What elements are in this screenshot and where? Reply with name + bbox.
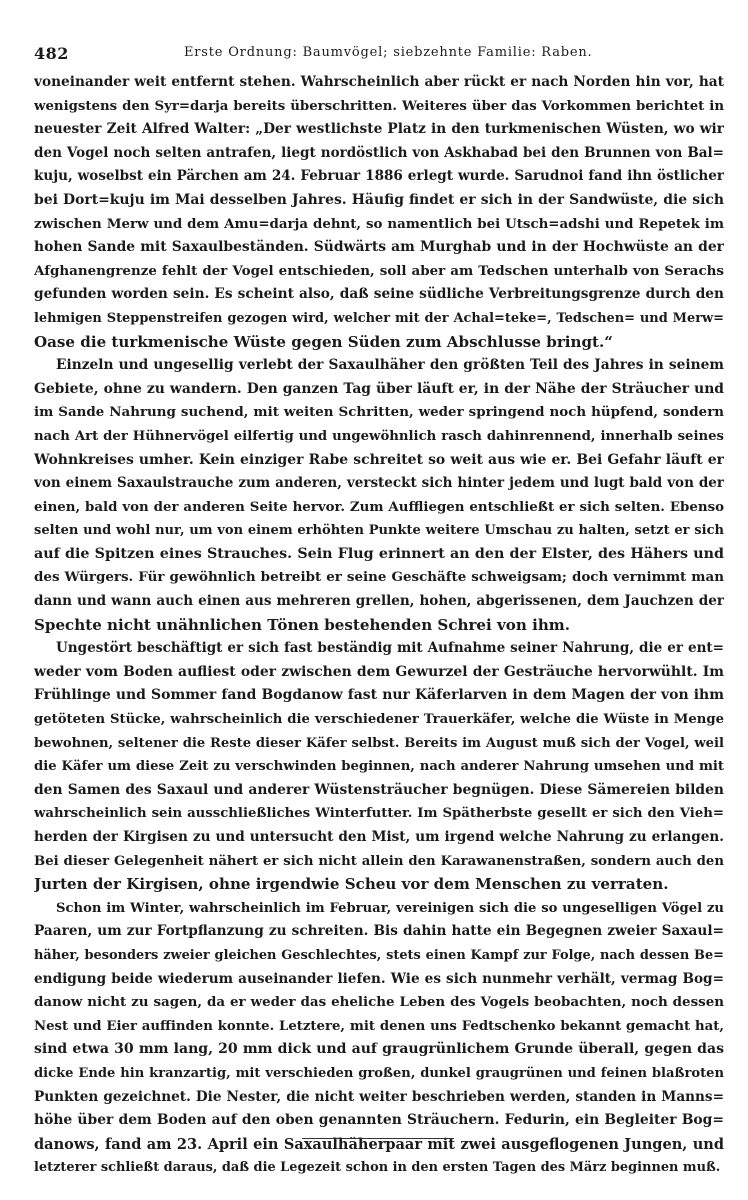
text-line: Wohnkreises umher. Kein einziger Rabe schreitet so weit aus wie er. Bei Gefahr läuft er: [34, 451, 724, 468]
text-line: Einzeln und ungesellig verlebt der Saxaulhäher den größten Teil des Jahres in seinem: [56, 357, 724, 374]
paragraph-1: [34, 71, 724, 354]
text-line: Jurten der Kirgisen, ohne irgendwie Scheu vor dem Menschen zu verraten.: [34, 875, 669, 894]
text-line: zwischen Merw und dem Amu=darja dehnt, so namentlich bei Utsch=adshi und Repetek im: [34, 215, 724, 232]
text-line: gefunden worden sein. Es scheint also, daß seine südliche Verbreitungsgrenze durch den: [34, 286, 724, 303]
running-head: Erste Ordnung: Baumvögel; siebzehnte Familie: Raben.: [184, 45, 593, 60]
text-line: bei Dort=kuju im Mai desselben Jahres. Häufig findet er sich in der Sandwüste, die sich: [34, 191, 724, 208]
text-line: Oase die turkmenische Wüste gegen Süden zum Abschlusse bringt.“: [34, 332, 613, 351]
text-line: von einem Saxaulstrauche zum anderen, versteckt sich hinter jedem und lugt bald von der: [34, 475, 724, 492]
text-line: danow nicht zu sagen, da er weder das eheliche Leben des Vogels beobachten, noch dessen: [34, 994, 724, 1011]
text-line: Frühlinge und Sommer fand Bogdanow fast nur Käferlarven in dem Magen der von ihm: [34, 687, 724, 704]
text-line: Afghanengrenze fehlt der Vogel entschieden, soll aber am Tedschen unterhalb von Serachs: [34, 262, 724, 279]
text-line: dicke Ende hin kranzartig, mit verschieden großen, dunkel graugrünen und feinen blaßroten: [34, 1065, 724, 1081]
text-line: selten und wohl nur, um von einem erhöhten Punkte weitere Umschau zu halten, setzt er sich: [34, 523, 724, 539]
body-text: [34, 71, 724, 1180]
text-line: voneinander weit entfernt stehen. Wahrscheinlich aber rückt er nach Norden hin vor, hat: [34, 74, 724, 90]
text-line: häher, besonders zweier gleichen Geschlechtes, stets einen Kampf zur Folge, nach dessen Be=: [34, 947, 724, 963]
text-line: Nest und Eier auffinden konnte. Letztere, mit denen uns Fedtschenko bekannt gemacht hat,: [34, 1018, 724, 1034]
text-line: wahrscheinlich sein ausschließliches Winterfutter. Im Spätherbste gesellt er sich den Vieh=: [34, 806, 724, 822]
text-line: sind etwa 30 mm lang, 20 mm dick und auf graugrünlichem Grunde überall, gegen das: [34, 1041, 724, 1058]
text-line: einen, bald von der anderen Seite hervor. Zum Auffliegen entschließt er sich selten. Ebenso: [34, 498, 724, 515]
text-line: den Vogel noch selten antrafen, liegt nordöstlich von Askhabad bei den Brunnen von Bal=: [34, 144, 724, 161]
text-line: Ungestört beschäftigt er sich fast beständig mit Aufnahme seiner Nahrung, die er ent=: [56, 640, 724, 657]
text-line: endigung beide wiederum auseinander liefen. Wie es sich nunmehr verhält, vermag Bog=: [34, 970, 724, 987]
text-line: danows, fand am 23. April ein Saxaulhäherpaar mit zwei ausgeflogenen Jungen, und: [34, 1135, 724, 1153]
text-line: kuju, woselbst ein Pärchen am 24. Februar 1886 erlegt wurde. Sarudnoi fand ihn östlicher: [34, 168, 724, 185]
text-line: dann und wann auch einen aus mehreren grellen, hohen, abgerissenen, dem Jauchzen der: [34, 593, 724, 610]
text-line: wenigstens den Syr=darja bereits überschritten. Weiteres über das Vorkommen berichtet in: [34, 98, 724, 114]
text-line: bewohnen, seltener die Reste dieser Käfer selbst. Bereits im August muß sich der Vogel, weil: [34, 735, 724, 751]
text-line: getöteten Stücke, wahrscheinlich die verschiedener Trauerkäfer, welche die Wüste in Menge: [34, 712, 724, 728]
text-line: letzterer schließt daraus, daß die Legezeit schon in den ersten Tagen des März beginnen muß.: [34, 1160, 721, 1176]
text-line: im Sande Nahrung suchend, mit weiten Schritten, weder springend noch hüpfend, sondern: [34, 404, 724, 421]
paragraph-2: [34, 354, 724, 637]
text-line: den Samen des Saxaul und anderer Wüstensträucher begnügen. Diese Sämereien bilden: [34, 781, 724, 798]
page-header: [34, 44, 724, 68]
paragraph-3: [34, 637, 724, 897]
text-line: auf die Spitzen eines Strauches. Sein Flug erinnert an den der Elster, des Hähers und: [34, 545, 724, 562]
text-line: Paaren, um zur Fortpflanzung zu schreiten. Bis dahin hatte ein Begegnen zweier Saxaul=: [34, 923, 724, 940]
text-line: lehmigen Steppenstreifen gezogen wird, welcher mit der Achal=teke=, Tedschen= und Merw=: [34, 310, 724, 326]
text-line: höhe über dem Boden auf den oben genannten Sträuchern. Fedurin, ein Begleiter Bog=: [34, 1112, 724, 1129]
text-line: nach Art der Hühnervögel eilfertig und ungewöhnlich rasch dahinrennend, innerhalb seines: [34, 428, 724, 444]
text-line: weder vom Boden aufliest oder zwischen dem Gewurzel der Gesträuche hervorwühlt. Im: [34, 663, 724, 680]
text-line: die Käfer um diese Zeit zu verschwinden beginnen, nach anderer Nahrung umsehen und mit: [34, 759, 724, 775]
text-line: herden der Kirgisen zu und untersucht den Mist, um irgend welche Nahrung zu erlangen.: [34, 829, 724, 845]
text-line: Punkten gezeichnet. Die Nester, die nicht weiter beschrieben werden, standen in Manns=: [34, 1088, 724, 1105]
page-number: 482: [34, 44, 69, 63]
text-line: Schon im Winter, wahrscheinlich im Februar, vereinigen sich die so ungeselligen Vögel zu: [56, 900, 724, 916]
text-line: Gebiete, ohne zu wandern. Den ganzen Tag über läuft er, in der Nähe der Sträucher und: [34, 380, 724, 397]
text-line: Spechte nicht unähnlichen Tönen bestehenden Schrei von ihm.: [34, 615, 571, 634]
text-line: hohen Sande mit Saxaulbeständen. Südwärts am Murghab und in der Hochwüste an der: [34, 239, 724, 256]
text-line: des Würgers. Für gewöhnlich betreibt er seine Geschäfte schweigsam; doch vernimmt man: [34, 569, 724, 586]
text-line: neuester Zeit Alfred Walter: „Der westlichste Platz in den turkmenischen Wüsten, wo wir: [34, 121, 724, 138]
text-line: Bei dieser Gelegenheit nähert er sich nicht allein den Karawanenstraßen, sondern auch den: [34, 853, 724, 869]
end-rule-divider: [302, 1138, 454, 1139]
